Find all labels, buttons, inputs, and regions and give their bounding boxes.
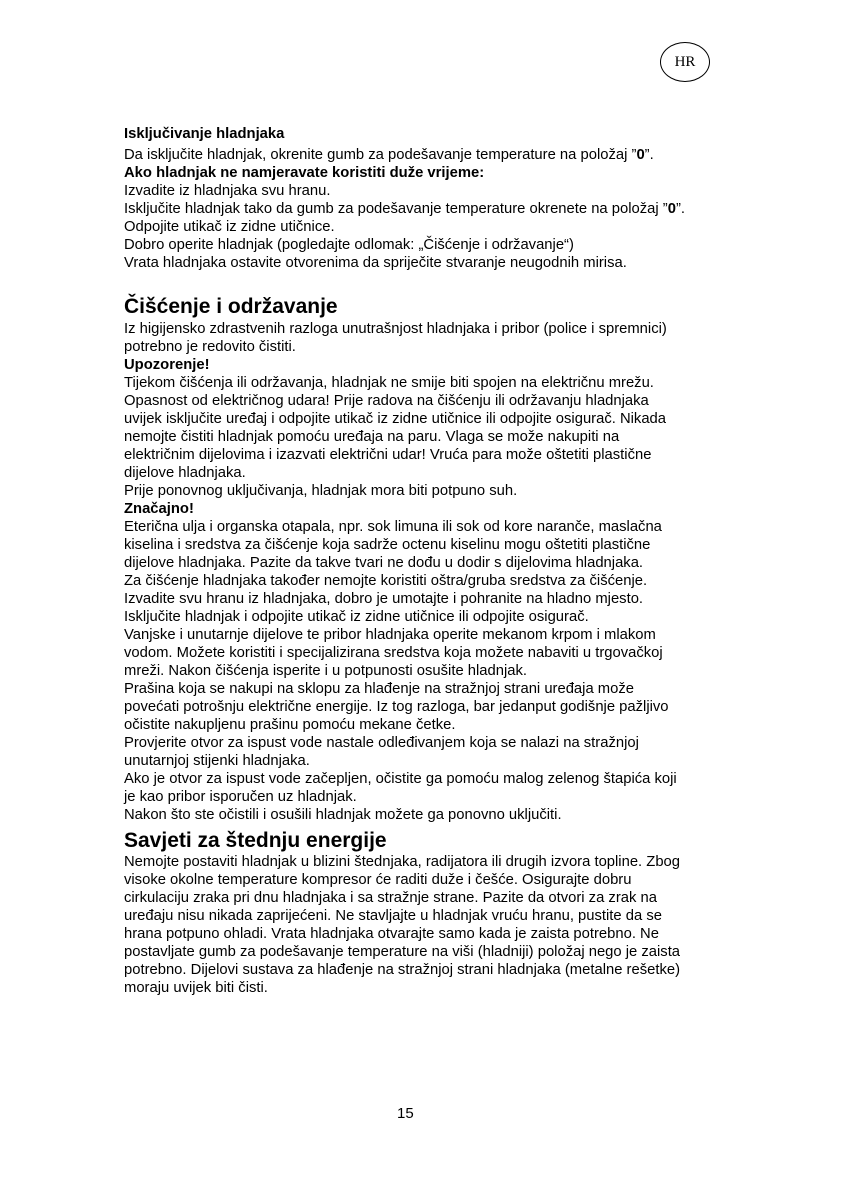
text-run: ”. — [675, 201, 685, 217]
paragraph-line: uvijek isključite uređaj i odpojite utikač iz zidne utičnice ili odpojite osigurač. Nikada — [124, 411, 667, 427]
text-run: ”. — [644, 147, 654, 163]
paragraph-line: Opasnost od električnog udara! Prije radova na čišćenju ili održavanju hladnjaka — [124, 393, 649, 409]
section-title-switch-off: Isključivanje hladnjaka — [124, 126, 285, 142]
important-label: Značajno! — [124, 501, 194, 517]
paragraph-line: Za čišćenje hladnjaka također nemojte koristiti oštra/gruba sredstva za čišćenje. — [124, 573, 648, 589]
paragraph-line: povećati potrošnju električne energije. Iz tog razloga, bar jedanput godišnje pažljivo — [124, 699, 669, 715]
paragraph-line: Nemojte postaviti hladnjak u blizini štednjaka, radijatora ili drugih izvora topline. Zbog — [124, 854, 681, 870]
page-number: 15 — [397, 1105, 414, 1122]
paragraph-line: je kao pribor isporučen uz hladnjak. — [124, 789, 357, 805]
paragraph-line: moraju uvijek biti čisti. — [124, 980, 268, 996]
paragraph-line: Eterična ulja i organska otapala, npr. sok limuna ili sok od kore naranče, maslačna — [124, 519, 662, 535]
warning-label: Upozorenje! — [124, 357, 210, 373]
position-zero: 0 — [667, 201, 676, 217]
paragraph-line: Isključite hladnjak i odpojite utikač iz zidne utičnice ili odpojite osigurač. — [124, 609, 589, 625]
paragraph-line: Nakon što ste očistili i osušili hladnjak možete ga ponovno uključiti. — [124, 807, 562, 823]
paragraph-line: Vanjske i unutarnje dijelove te pribor hladnjaka operite mekanom krpom i mlakom — [124, 627, 656, 643]
paragraph-line: Provjerite otvor za ispust vode nastale odleđivanjem koja se nalazi na stražnjoj — [124, 735, 639, 751]
text-run: Isključite hladnjak tako da gumb za podešavanje temperature okrenete na položaj ” — [124, 201, 668, 217]
paragraph-line: električnim dijelovima i izazvati električni udar! Vruća para može oštetiti plastične — [124, 447, 652, 463]
paragraph-line: hrana potpuno ohladi. Vrata hladnjaka otvarajte samo kada je zaista potrebno. Ne — [124, 926, 659, 942]
paragraph-line: Dobro operite hladnjak (pogledajte odlomak: „Čišćenje i održavanje“) — [124, 237, 574, 253]
paragraph-line: Iz higijensko zdrastvenih razloga unutrašnjost hladnjaka i pribor (police i spremnici) — [124, 321, 667, 337]
paragraph-line: Tijekom čišćenja ili održavanja, hladnjak ne smije biti spojen na električnu mrežu. — [124, 375, 654, 391]
paragraph-line: Vrata hladnjaka ostavite otvorenima da spriječite stvaranje neugodnih mirisa. — [124, 255, 627, 271]
paragraph-line: vodom. Možete koristiti i specijalizirana sredstva koja možete nabaviti u trgovačkoj — [124, 645, 663, 661]
paragraph-line: postavljate gumb za podešavanje temperature na viši (hladniji) položaj nego je zaista — [124, 944, 681, 960]
language-badge: HR — [660, 42, 710, 82]
paragraph-line: cirkulaciju zraka pri dnu hladnjaka i sa stražnje strane. Pazite da otvori za zrak na — [124, 890, 657, 906]
paragraph-line: kiselina i sredstva za čišćenje koja sadrže octenu kiselinu mogu oštetiti plastične — [124, 537, 651, 553]
paragraph-line: uređaju nisu nikada zaprijećeni. Ne stavljajte u hladnjak vruću hranu, pustite da se — [124, 908, 662, 924]
subheading-long-absence: Ako hladnjak ne namjeravate koristiti duže vrijeme: — [124, 165, 485, 181]
paragraph-line: Ako je otvor za ispust vode začepljen, očistite ga pomoću malog zelenog štapića koji — [124, 771, 677, 787]
paragraph-line: dijelove hladnjaka. — [124, 465, 246, 481]
paragraph-line: potrebno je redovito čistiti. — [124, 339, 296, 355]
paragraph-line: Prije ponovnog uključivanja, hladnjak mora biti potpuno suh. — [124, 483, 518, 499]
paragraph-line: nemojte čistiti hladnjak pomoću uređaja na paru. Vlaga se može nakupiti na — [124, 429, 620, 445]
paragraph-line: mreži. Nakon čišćenja isperite i u potpunosti osušite hladnjak. — [124, 663, 528, 679]
paragraph-line: Izvadite svu hranu iz hladnjaka, dobro je umotajte i pohranite na hladno mjesto. — [124, 591, 644, 607]
paragraph-line: Odpojite utikač iz zidne utičnice. — [124, 219, 335, 235]
section-title-cleaning: Čišćenje i održavanje — [124, 295, 338, 318]
paragraph-line: potrebno. Dijelovi sustava za hlađenje na stražnjoj strani hladnjaka (metalne rešetke) — [124, 962, 681, 978]
paragraph-line: Izvadite iz hladnjaka svu hranu. — [124, 183, 331, 199]
paragraph-line — [124, 147, 654, 164]
paragraph-line: Prašina koja se nakupi na sklopu za hlađenje na stražnjoj strani uređaja može — [124, 681, 634, 697]
paragraph-line: visoke okolne temperature kompresor će raditi duže i češće. Osigurajte dobru — [124, 872, 632, 888]
paragraph-line: unutarnjoj stijenki hladnjaka. — [124, 753, 310, 769]
text-run: Da isključite hladnjak, okrenite gumb za podešavanje temperature na položaj ” — [124, 147, 637, 163]
paragraph-line — [124, 201, 685, 218]
paragraph-line: dijelove hladnjaka. Pazite da takve tvari ne dođu u dodir s dijelovima hladnjaka. — [124, 555, 644, 571]
paragraph-line: očistite nakupljenu prašinu pomoću mekane četke. — [124, 717, 456, 733]
section-title-energy-saving: Savjeti za štednju energije — [124, 829, 387, 852]
position-zero: 0 — [636, 147, 645, 163]
